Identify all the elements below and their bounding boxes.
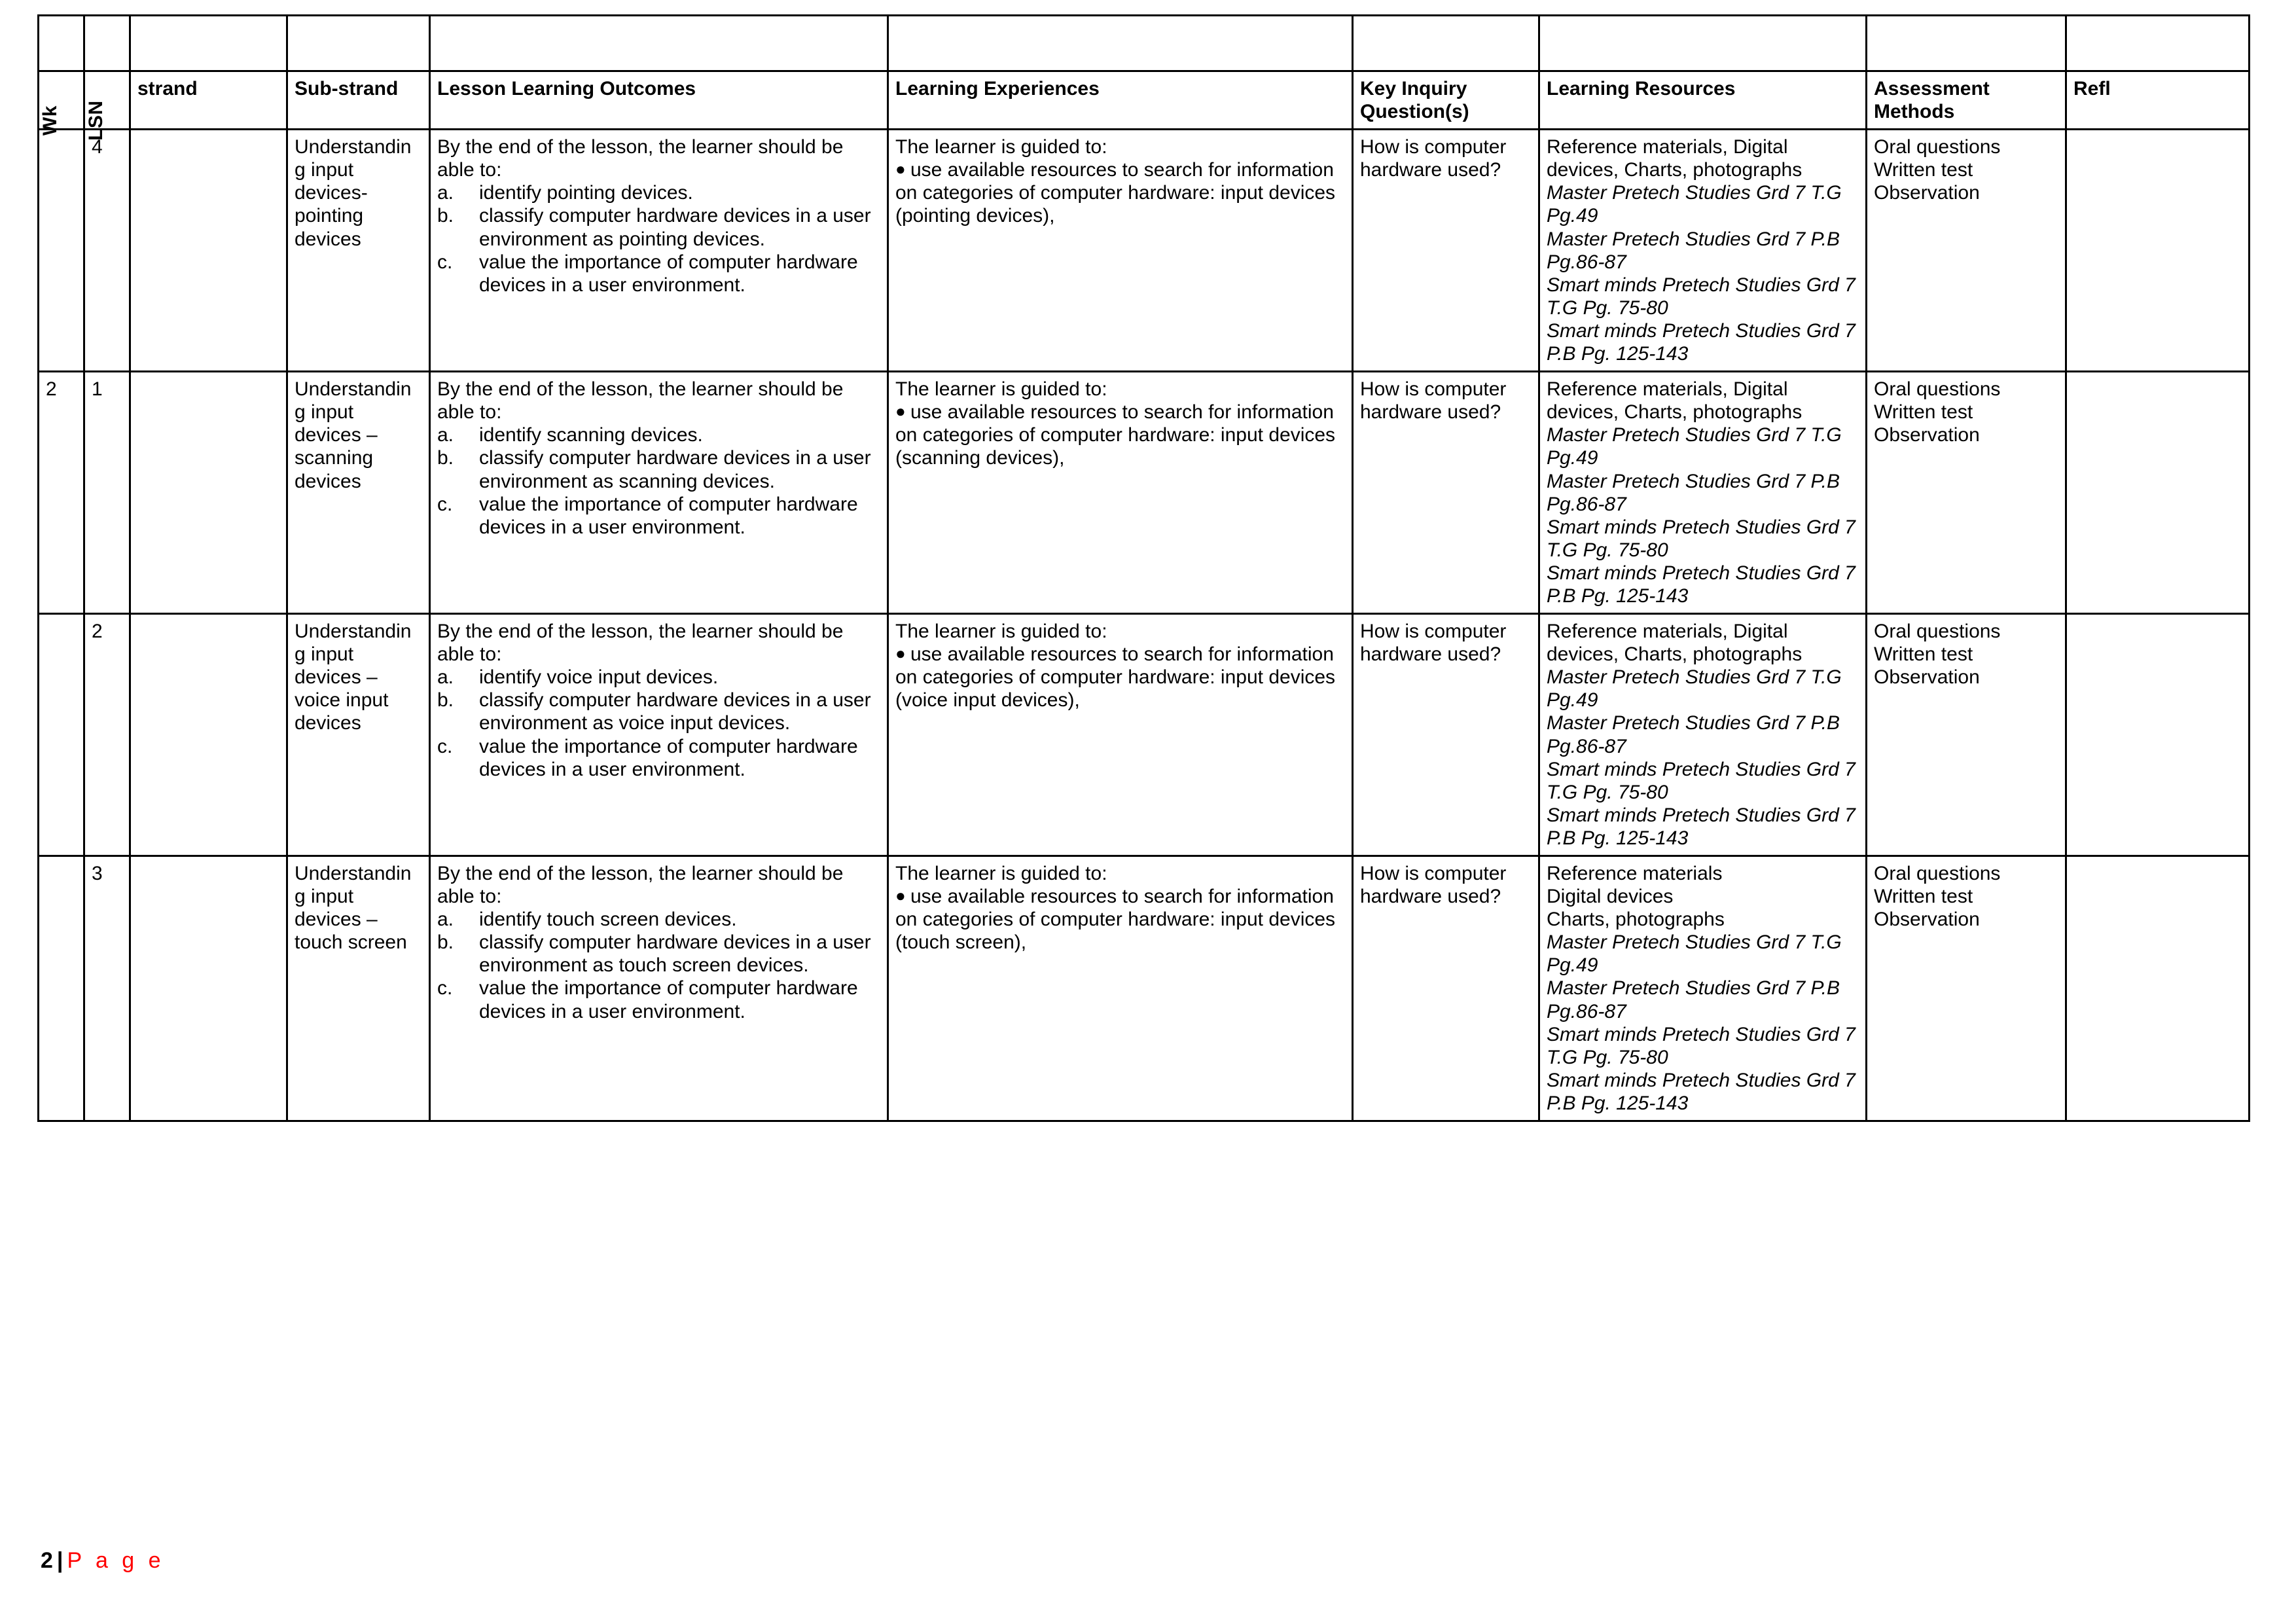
llo-list-item [437, 689, 880, 734]
resource-line: Reference materials, Digital devices, Charts, photographs [1547, 621, 1803, 666]
assessment-method-line: Written test [1874, 159, 1973, 181]
llo-item-marker: b. [437, 447, 454, 469]
llo-item-marker: c. [437, 251, 453, 273]
cell-lesson-number: 2 [84, 614, 130, 856]
cell-lesson-learning-outcomes [430, 856, 888, 1121]
assessment-method-line: Oral questions [1874, 863, 2001, 884]
cell-week: 2 [39, 372, 84, 614]
bullet-icon: ● [895, 159, 910, 179]
llo-item-text: value the importance of computer hardware devices in a user environment. [479, 493, 858, 538]
spacer-cell [39, 16, 84, 71]
lex-intro: The learner is guided to: [895, 621, 1107, 643]
resource-reference-line: Smart minds Pretech Studies Grd 7 T.G Pg. 75-80 [1547, 758, 1856, 803]
spacer-cell [2066, 16, 2250, 71]
cell-sub-strand: Understanding input devices – scanning devices [287, 372, 430, 614]
llo-list-item [437, 735, 880, 781]
resource-reference-line: Master Pretech Studies Grd 7 P.B Pg.86-87 [1547, 712, 1840, 757]
llo-item-marker: a. [437, 666, 454, 689]
cell-reflection [2066, 372, 2250, 614]
lex-list [895, 643, 1345, 712]
cell-learning-experiences [888, 614, 1353, 856]
lex-item-text: use available resources to search for information on categories of computer hardware: input devices (voice input devices), [895, 643, 1336, 712]
llo-item-text: classify computer hardware devices in a user environment as voice input devices. [479, 689, 871, 734]
llo-item-text: classify computer hardware devices in a user environment as scanning devices. [479, 447, 871, 492]
cell-key-inquiry-question: How is computer hardware used? [1353, 130, 1539, 372]
llo-intro: By the end of the lesson, the learner should be able to: [437, 863, 844, 908]
lex-intro: The learner is guided to: [895, 378, 1107, 401]
assessment-method-line: Written test [1874, 886, 1973, 908]
header-sub-strand [287, 71, 430, 130]
spacer-cell [430, 16, 888, 71]
assessment-method-line: Observation [1874, 424, 1980, 446]
llo-item-marker: a. [437, 424, 454, 446]
lex-list-item [895, 401, 1345, 469]
cell-lesson-learning-outcomes [430, 614, 888, 856]
header-assessment-methods [1867, 71, 2066, 130]
llo-item-text: identify voice input devices. [479, 666, 719, 689]
cell-week [39, 614, 84, 856]
table-row [39, 372, 2250, 614]
header-strand-label: strand [137, 78, 198, 99]
cell-learning-resources [1539, 130, 1867, 372]
cell-strand [130, 614, 287, 856]
header-learning-resources-label: Learning Resources [1547, 78, 1736, 99]
header-strand [130, 71, 287, 130]
cell-sub-strand: Understanding input devices – voice input devices [287, 614, 430, 856]
assessment-method-line: Oral questions [1874, 378, 2001, 401]
table-row [39, 130, 2250, 372]
llo-item-text: identify touch screen devices. [479, 909, 737, 931]
resource-reference-line: Master Pretech Studies Grd 7 T.G Pg.49 [1547, 931, 1842, 977]
assessment-method-line: Written test [1874, 401, 1973, 424]
lex-intro: The learner is guided to: [895, 136, 1107, 158]
lex-list-item [895, 885, 1345, 954]
footer-page-word: P a g e [67, 1548, 165, 1573]
footer-page-number: 2 [41, 1548, 53, 1573]
cell-learning-experiences [888, 372, 1353, 614]
llo-list [437, 908, 880, 1022]
llo-list-item [437, 424, 880, 446]
header-wk [39, 71, 84, 135]
lex-item-text: use available resources to search for information on categories of computer hardware: input devices (scanning devices), [895, 401, 1336, 469]
resource-line: Reference materials, Digital devices, Charts, photographs [1547, 136, 1803, 181]
resource-reference-line: Smart minds Pretech Studies Grd 7 P.B Pg. 125-143 [1547, 562, 1856, 607]
llo-item-text: identify scanning devices. [479, 424, 703, 446]
header-assessment-methods-label: Assessment Methods [1874, 78, 1990, 123]
cell-reflection [2066, 130, 2250, 372]
header-refl [2066, 71, 2250, 130]
cell-strand [130, 372, 287, 614]
assessment-method-line: Oral questions [1874, 621, 2001, 643]
lex-item-text: use available resources to search for information on categories of computer hardware: input devices (touch screen), [895, 886, 1336, 954]
cell-reflection [2066, 614, 2250, 856]
llo-item-marker: b. [437, 931, 454, 954]
cell-week [39, 130, 84, 372]
resource-line: Reference materials [1547, 863, 1723, 884]
cell-learning-resources [1539, 372, 1867, 614]
resource-reference-line: Master Pretech Studies Grd 7 P.B Pg.86-87 [1547, 470, 1840, 515]
lex-item-text: use available resources to search for information on categories of computer hardware: input devices (pointing devices), [895, 159, 1336, 227]
footer-separator: | [56, 1548, 63, 1573]
header-wk-label: Wk [39, 105, 61, 135]
resource-reference-line: Master Pretech Studies Grd 7 P.B Pg.86-87 [1547, 977, 1840, 1022]
llo-item-marker: a. [437, 909, 454, 931]
resource-reference-line: Master Pretech Studies Grd 7 P.B Pg.86-87 [1547, 228, 1840, 273]
llo-item-text: classify computer hardware devices in a user environment as touch screen devices. [479, 931, 871, 977]
llo-list-item [437, 908, 880, 931]
header-key-inquiry-questions-label: Key Inquiry Question(s) [1360, 78, 1469, 123]
bullet-icon: ● [895, 643, 910, 664]
cell-assessment-methods [1867, 372, 2066, 614]
cell-lesson-learning-outcomes [430, 130, 888, 372]
bullet-icon: ● [895, 401, 910, 422]
llo-list-item [437, 204, 880, 250]
cell-key-inquiry-question: How is computer hardware used? [1353, 856, 1539, 1121]
resource-reference-line: Smart minds Pretech Studies Grd 7 P.B Pg. 125-143 [1547, 804, 1856, 849]
resource-line: Charts, photographs [1547, 909, 1725, 931]
cell-assessment-methods [1867, 130, 2066, 372]
llo-list-item [437, 251, 880, 297]
llo-item-marker: b. [437, 689, 454, 712]
lex-list-item [895, 158, 1345, 227]
llo-item-text: identify pointing devices. [479, 182, 693, 204]
llo-list-item [437, 931, 880, 977]
llo-item-text: value the importance of computer hardware devices in a user environment. [479, 977, 858, 1022]
resource-reference-line: Smart minds Pretech Studies Grd 7 T.G Pg. 75-80 [1547, 274, 1856, 319]
llo-list-item [437, 446, 880, 492]
resource-reference-line: Smart minds Pretech Studies Grd 7 T.G Pg. 75-80 [1547, 1023, 1856, 1068]
header-learning-experiences [888, 71, 1353, 130]
spacer-cell [1353, 16, 1539, 71]
llo-list [437, 181, 880, 296]
scheme-of-work-table [37, 14, 2250, 1122]
cell-key-inquiry-question: How is computer hardware used? [1353, 372, 1539, 614]
assessment-method-line: Observation [1874, 909, 1980, 931]
spacer-cell [84, 16, 130, 71]
cell-assessment-methods [1867, 856, 2066, 1121]
cell-learning-experiences [888, 856, 1353, 1121]
llo-list-item [437, 493, 880, 539]
cell-week [39, 856, 84, 1121]
spacer-cell [130, 16, 287, 71]
llo-list [437, 424, 880, 538]
header-sub-strand-label: Sub-strand [295, 78, 399, 99]
llo-item-text: value the importance of computer hardware devices in a user environment. [479, 251, 858, 296]
cell-lesson-number: 3 [84, 856, 130, 1121]
cell-learning-resources [1539, 614, 1867, 856]
assessment-method-line: Written test [1874, 643, 1973, 666]
table-header-row [39, 71, 2250, 130]
header-lesson-learning-outcomes-label: Lesson Learning Outcomes [437, 78, 696, 99]
lex-list [895, 885, 1345, 954]
lex-list [895, 158, 1345, 227]
lex-intro: The learner is guided to: [895, 863, 1107, 884]
cell-reflection [2066, 856, 2250, 1121]
llo-list-item [437, 666, 880, 689]
header-learning-resources [1539, 71, 1867, 130]
assessment-method-line: Oral questions [1874, 136, 2001, 158]
llo-item-marker: b. [437, 205, 454, 227]
header-lsn-label: LSN [84, 100, 107, 141]
llo-item-marker: c. [437, 735, 453, 757]
table-row [39, 614, 2250, 856]
cell-assessment-methods [1867, 614, 2066, 856]
llo-list [437, 666, 880, 780]
cell-strand [130, 130, 287, 372]
llo-item-marker: a. [437, 182, 454, 204]
llo-item-marker: c. [437, 977, 453, 1000]
resource-reference-line: Master Pretech Studies Grd 7 T.G Pg.49 [1547, 666, 1842, 712]
cell-lesson-learning-outcomes [430, 372, 888, 614]
llo-intro: By the end of the lesson, the learner should be able to: [437, 621, 844, 666]
lex-list-item [895, 643, 1345, 712]
lex-list [895, 401, 1345, 469]
resource-line: Reference materials, Digital devices, Charts, photographs [1547, 378, 1803, 424]
spacer-cell [287, 16, 430, 71]
page-footer [41, 1548, 165, 1574]
resource-reference-line: Smart minds Pretech Studies Grd 7 T.G Pg. 75-80 [1547, 516, 1856, 561]
table-row [39, 856, 2250, 1121]
llo-item-marker: c. [437, 493, 453, 515]
cell-lesson-number: 4 [84, 130, 130, 372]
cell-learning-experiences [888, 130, 1353, 372]
cell-lesson-number: 1 [84, 372, 130, 614]
assessment-method-line: Observation [1874, 666, 1980, 689]
header-key-inquiry-questions [1353, 71, 1539, 130]
bullet-icon: ● [895, 886, 910, 906]
header-lsn [84, 71, 130, 141]
cell-sub-strand: Understanding input devices – touch screen [287, 856, 430, 1121]
llo-intro: By the end of the lesson, the learner should be able to: [437, 136, 844, 181]
cell-learning-resources [1539, 856, 1867, 1121]
header-lesson-learning-outcomes [430, 71, 888, 130]
header-refl-label: Refl [2073, 78, 2111, 99]
header-learning-experiences-label: Learning Experiences [895, 78, 1100, 99]
spacer-cell [1867, 16, 2066, 71]
cell-sub-strand: Understanding input devices- pointing devices [287, 130, 430, 372]
llo-list-item [437, 977, 880, 1022]
resource-reference-line: Master Pretech Studies Grd 7 T.G Pg.49 [1547, 182, 1842, 227]
cell-strand [130, 856, 287, 1121]
llo-intro: By the end of the lesson, the learner should be able to: [437, 378, 844, 424]
resource-reference-line: Smart minds Pretech Studies Grd 7 P.B Pg. 125-143 [1547, 1069, 1856, 1114]
resource-line: Digital devices [1547, 886, 1674, 908]
resource-reference-line: Smart minds Pretech Studies Grd 7 P.B Pg. 125-143 [1547, 319, 1856, 365]
assessment-method-line: Observation [1874, 182, 1980, 204]
llo-list-item [437, 181, 880, 204]
spacer-cell [1539, 16, 1867, 71]
llo-item-text: value the importance of computer hardware devices in a user environment. [479, 735, 858, 780]
resource-reference-line: Master Pretech Studies Grd 7 T.G Pg.49 [1547, 424, 1842, 469]
llo-item-text: classify computer hardware devices in a user environment as pointing devices. [479, 205, 871, 250]
table-spacer-row [39, 16, 2250, 71]
spacer-cell [888, 16, 1353, 71]
cell-key-inquiry-question: How is computer hardware used? [1353, 614, 1539, 856]
